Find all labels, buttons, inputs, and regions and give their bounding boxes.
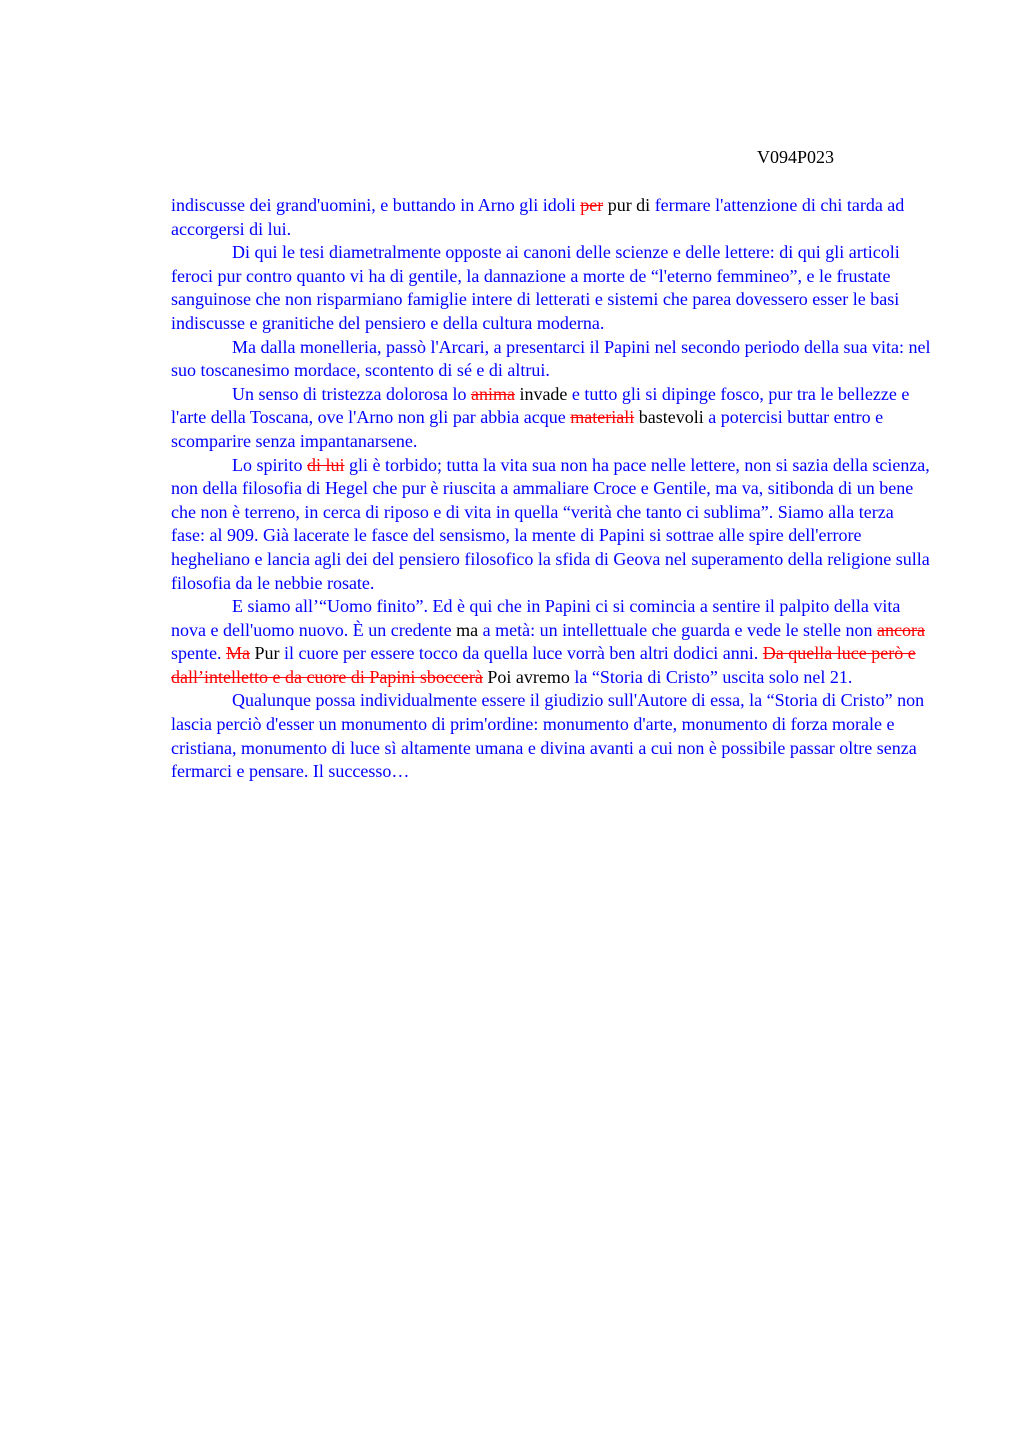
paragraph xyxy=(171,595,931,689)
original-text: E siamo all’“Uomo finito”. Ed è qui che in Papini ci si comincia a sentire il palpito della vita nova e dell'uomo nuovo. È un credente xyxy=(171,596,901,640)
paragraph xyxy=(171,454,931,596)
original-text: a potercisi buttar entro e scomparire senza impantanarsene. xyxy=(171,407,884,451)
deleted-text: ancora xyxy=(877,619,925,640)
original-text: Un senso di tristezza dolorosa lo xyxy=(232,383,471,404)
deleted-text: di lui xyxy=(307,454,345,475)
original-text: il cuore per essere tocco da quella luce vorrà ben altri dodici anni. xyxy=(279,643,763,664)
inserted-text: Poi avremo xyxy=(482,666,570,687)
document-body xyxy=(171,194,931,784)
original-text: spente. xyxy=(171,643,226,664)
deleted-text: materiali xyxy=(570,407,635,428)
inserted-text: bastevoli xyxy=(634,407,704,428)
deleted-text: anima xyxy=(470,383,515,404)
deleted-text: Da quella luce però e dall’intelletto e da cuore di Papini sboccerà xyxy=(171,643,916,687)
original-text: Lo spirito xyxy=(232,454,307,475)
deleted-text: per xyxy=(580,195,604,215)
original-text: a metà: un intellettuale che guarda e vede le stelle non xyxy=(478,619,878,640)
inserted-text: invade xyxy=(514,383,568,404)
original-text: Qualunque possa individualmente essere il giudizio sull'Autore di essa, la “Storia di Cristo” non lascia perciò d'esser un monumento di prim'ordine: monumento d'arte, monumento di forza morale e cristiana, monumento di luce sì altamente umana e divina avanti a cui non è possibile passar oltre senza fermarci e pensare. Il successo… xyxy=(171,690,925,782)
paragraph xyxy=(171,194,931,241)
deleted-text: Ma xyxy=(225,643,250,664)
inserted-text: ma xyxy=(456,619,479,640)
original-text: la “Storia di Cristo” uscita solo nel 21. xyxy=(569,666,853,687)
original-text: fermare l'attenzione di chi tarda ad accorgersi di lui. xyxy=(171,195,905,239)
inserted-text: Pur xyxy=(249,643,280,664)
original-text: Ma dalla monelleria, passò l'Arcari, a presentarci il Papini nel secondo periodo della sua vita: nel suo toscanesimo mordace, scontento di sé e di altrui. xyxy=(171,336,931,381)
paragraph xyxy=(171,689,931,783)
paragraph xyxy=(171,241,931,335)
original-text: indiscusse dei grand'uomini, e buttando in Arno gli idoli xyxy=(171,195,581,215)
paragraph xyxy=(171,383,931,454)
original-text: gli è torbido; tutta la vita sua non ha pace nelle lettere, non si sazia della scienza, non della filosofia di Hegel che pur è riuscita a ammaliare Croce e Gentile, ma va, sitibonda di un bene che non è terreno, in cerca di riposo e di vita in quella “verità che tanto ci sublima”. Siamo alla terza fase: al 909. Già lacerate le fasce del sensismo, la mente di Papini si sottrae alle spire dell'errore hegheliano e lancia agli dei del pensiero filosofico la sfida di Geova nel superamento della religione sulla filosofia da le nebbie rosate. xyxy=(171,454,930,593)
paragraph xyxy=(171,336,931,383)
page-identifier: V094P023 xyxy=(757,147,835,167)
original-text: e tutto gli si dipinge fosco, pur tra le bellezze e l'arte della Toscana, ove l'Arno non gli par abbia acque xyxy=(171,383,910,428)
original-text: Di qui le tesi diametralmente opposte ai canoni delle scienze e delle lettere: di qui gli articoli feroci pur contro quanto vi ha di gentile, la dannazione a morte de “l'eterno femmineo”, e le frustate sanguinose che non risparmiano famiglie intere di letterati e sistemi che parea dovessero esser le basi indiscusse e granitiche del pensiero e della cultura moderna. xyxy=(171,242,900,333)
inserted-text: pur di xyxy=(603,195,651,215)
